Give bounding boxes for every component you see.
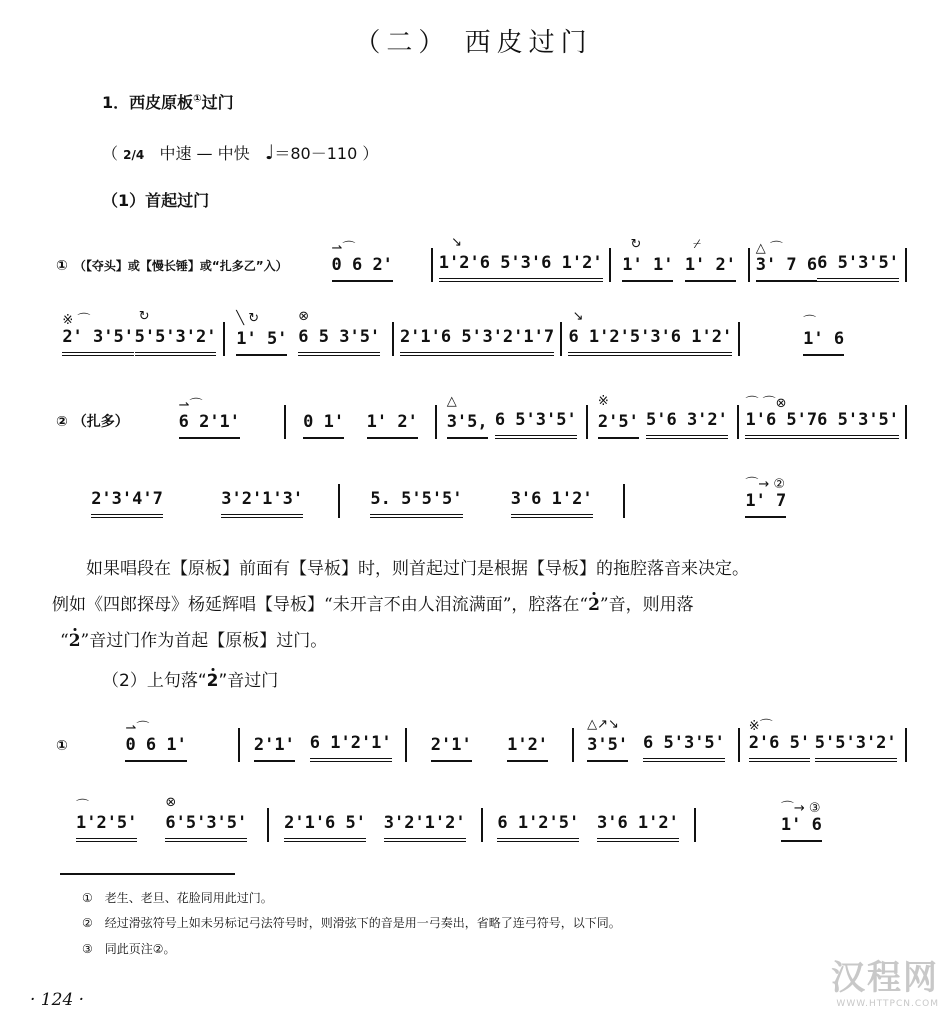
note-group [482, 327, 554, 356]
note-group [521, 253, 603, 282]
bar-line [905, 248, 907, 282]
ornament-mark: ⊗ [165, 795, 177, 810]
note-group [438, 235, 521, 282]
note-group [62, 313, 134, 356]
note-group-notes: 2'1'6 5' [399, 327, 482, 347]
note-group [400, 327, 482, 356]
note-group-notes: 6 2'1' [178, 412, 241, 432]
note-group-notes: 3' 7 6 [755, 255, 818, 275]
note-group [284, 813, 366, 842]
note-group [755, 241, 818, 282]
note-group-notes: 3'5, [446, 412, 488, 432]
tempo-text: 中速 — 中快 [159, 144, 250, 163]
text: （2）上句落“ [102, 671, 207, 691]
note-group-notes: 1'2' [507, 735, 549, 755]
note-group [367, 412, 418, 439]
subsection-heading: （1）首起过门 [102, 191, 210, 210]
note-group-notes: 1' 7 [745, 491, 787, 511]
section-heading-text: 1．西皮原板 [102, 93, 194, 112]
note-group-notes: 0 1' [303, 412, 345, 432]
note-group [370, 489, 462, 518]
note-group-notes: 3'2'1'7 [482, 327, 555, 347]
ornament-mark: ╲ ↻ [236, 311, 260, 326]
measure [294, 241, 431, 282]
ornament-mark: ⊗ [298, 309, 310, 324]
ornament-mark: ⌒ ⌒⊗ [745, 396, 787, 411]
note-group [446, 394, 488, 439]
subsection-heading-2 [102, 666, 278, 691]
footnote-3: ③ 同此页注②。 [82, 942, 176, 956]
note-group [91, 489, 163, 518]
paragraph-line-3 [60, 626, 327, 651]
footnote-2: ② 经过滑弦符号上如未另标记弓法符号时，则滑弦下的音是用一弓奏出，省略了连弓符号，以下同。 [82, 916, 621, 930]
ornament-mark: ↘ [568, 309, 584, 324]
note-group-notes: 1' 2' [684, 255, 736, 275]
note-group [650, 327, 732, 356]
text: 例如《四郎探母》杨延辉唱【导板】“未开言不由人泪流满面”，腔落在“ [52, 595, 589, 615]
note-group [587, 717, 629, 762]
note-group-notes: 1' 2' [366, 412, 418, 432]
bar-line [905, 405, 907, 439]
ornament-mark: ⇀⌒ [331, 241, 356, 256]
note-group-notes: 5'6 3'2' [646, 410, 728, 430]
text: ”音，则用落 [599, 595, 694, 615]
note-group-notes: 6 1'2'5' [497, 813, 580, 833]
measure [394, 327, 561, 356]
measure [225, 309, 392, 356]
row-label: ① [56, 258, 68, 274]
ornament-mark: ※ [597, 394, 609, 409]
ornament-mark: ⌒ [75, 799, 89, 814]
note-group [511, 489, 593, 518]
note-group-notes: 1' 6 [780, 815, 822, 835]
footnote-1: ① 老生、老旦、花脸同用此过门。 [82, 891, 273, 905]
watermark-name: 汉程网 [831, 958, 939, 998]
ornament-mark: △ ⌒ [755, 241, 783, 256]
text: ”音过门作为首起【原板】过门。 [80, 631, 328, 651]
note-group [745, 396, 818, 439]
measure [739, 396, 905, 439]
note-2-high: 2 [588, 595, 600, 615]
note-group-notes: 6'5'3'5' [165, 813, 248, 833]
measure [562, 309, 738, 356]
note-group [597, 813, 679, 842]
note-group [431, 735, 472, 762]
measure [56, 795, 267, 842]
ornament-mark: △↗↘ [587, 717, 619, 732]
measure [588, 394, 737, 439]
note-group-notes: 3'2'1'3' [221, 489, 304, 509]
note-group [815, 733, 897, 762]
note-group [780, 801, 822, 842]
measure [135, 398, 284, 439]
row-label: ② （扎多） [56, 414, 129, 430]
note-group-notes: 0 6 1' [125, 735, 187, 755]
measure [696, 801, 907, 842]
notation-row [56, 235, 907, 282]
note-group-notes: 1'2'5' [75, 813, 138, 833]
note-group-notes: 0 6 2' [331, 255, 393, 275]
watermark-logo [831, 950, 939, 1009]
note-group [643, 733, 725, 762]
measure [625, 477, 907, 518]
note-group-notes: 6 5 3'5' [298, 327, 381, 347]
ornament-mark: △ [446, 394, 457, 409]
note-group-notes: 1'2'6 5' [438, 253, 521, 273]
paragraph-line-2 [52, 590, 694, 615]
ornament-mark: ↻ [622, 237, 642, 252]
time-signature: 2/4 [123, 148, 145, 162]
quarter-note-icon: ♩ [264, 140, 275, 164]
notation-row [56, 474, 907, 518]
note-group-notes: 5'5'3'2' [134, 327, 217, 347]
note-2-high: 2 [68, 631, 81, 651]
note-group-notes: 2'6 5' [748, 733, 811, 753]
measure [740, 719, 905, 762]
note-group [331, 241, 393, 282]
note-group-notes: 6 5'3'5' [817, 253, 900, 273]
bar-line [905, 728, 907, 762]
row-label: ① [56, 738, 68, 754]
note-group-notes: 3'6 1'2' [510, 489, 593, 509]
note-group-notes: 2'1'6 5' [284, 813, 366, 833]
ornament-mark: ⌒→ ② [745, 477, 786, 492]
ornament-mark: ⌒ [803, 315, 817, 330]
note-group [597, 394, 639, 439]
text: ”音过门 [218, 671, 279, 691]
footnote-divider [60, 873, 235, 875]
note-group-notes: 6 1'2'5' [568, 327, 651, 347]
note-group-notes: 2'5' [597, 412, 639, 432]
note-group-notes: 6 5'3'5' [643, 733, 725, 753]
measure [240, 733, 405, 762]
note-group [745, 477, 787, 518]
note-group-notes: 1' 1' [622, 255, 674, 275]
note-group-notes: 2'1' [430, 735, 472, 755]
note-group [298, 309, 381, 356]
note-group-notes: 1'6 5'7 [745, 410, 818, 430]
note-group [236, 311, 288, 356]
row-intro: （【夺头】或【慢长锤】或“扎多乙”入） [73, 259, 288, 273]
note-group [646, 410, 728, 439]
measure [437, 394, 586, 439]
note-group-notes: 6 5'3'5' [817, 410, 900, 430]
ornament-mark: ※ ⌒ [62, 313, 91, 328]
note-group [495, 410, 577, 439]
measure [269, 813, 480, 842]
measure [740, 315, 907, 356]
ornament-mark: ※⌒ [748, 719, 773, 734]
paren-close: ） [362, 144, 379, 163]
section-heading [102, 90, 234, 113]
notation-row [56, 718, 907, 762]
note-group [125, 721, 187, 762]
text: “ [60, 631, 69, 651]
note-group [817, 410, 899, 439]
note-group [684, 237, 736, 282]
page-title: （二） 西皮过门 [354, 28, 593, 58]
notation-row [56, 795, 907, 842]
footnote-ref: ① [193, 93, 202, 105]
note-group [622, 237, 674, 282]
note-group [803, 315, 845, 356]
notation-row [56, 309, 907, 356]
note-group [221, 489, 303, 518]
ornament-mark: ⇀⌒ [125, 721, 150, 736]
note-group [817, 253, 899, 282]
note-group [310, 733, 392, 762]
measure [433, 235, 609, 282]
measure [286, 412, 435, 439]
note-group-notes: 2'1' [253, 735, 295, 755]
note-group [568, 309, 651, 356]
note-group [507, 735, 548, 762]
note-group-notes: 3'6 1'2' [520, 253, 603, 273]
ornament-mark: ↻ [134, 309, 150, 324]
tempo-bpm: ＝80－110 [274, 144, 358, 163]
note-group-notes: 1' 6 [803, 329, 845, 349]
note-group-notes: 6 5'3'5' [494, 410, 577, 430]
note-group-notes: 3'2'1'2' [383, 813, 466, 833]
note-group [134, 309, 217, 356]
note-group-notes: 2'3'4'7 [91, 489, 163, 509]
measure [74, 721, 239, 762]
note-group-notes: 2' 3'5' [62, 327, 134, 347]
note-group [384, 813, 466, 842]
note-group [497, 813, 579, 842]
note-group-notes: 3'6 1'2' [596, 813, 679, 833]
note-group-notes: 3'6 1'2' [650, 327, 733, 347]
ornament-mark: ⌒→ ③ [780, 801, 821, 816]
note-group-notes: 6 1'2'1' [309, 733, 392, 753]
tempo-marking [102, 140, 378, 164]
ornament-mark: ⌿ [684, 237, 701, 252]
note-group [748, 719, 811, 762]
note-group [303, 412, 344, 439]
measure [750, 241, 905, 282]
note-group [165, 795, 248, 842]
ornament-mark: ↘ [438, 235, 463, 250]
note-group-notes: 1' 5' [236, 329, 288, 349]
watermark-url: WWW.HTTPCN.COM [836, 999, 939, 1009]
paren-open: （ [102, 144, 119, 163]
ornament-mark: ⇀⌒ [178, 398, 203, 413]
note-group-notes: 5. 5'5'5' [370, 489, 463, 509]
note-group-notes: 3'5' [587, 735, 629, 755]
measure [56, 309, 223, 356]
note-2-high: 2 [206, 671, 219, 691]
note-group-notes: 5'5'3'2' [814, 733, 897, 753]
paragraph-line-1: 如果唱段在【原板】前面有【导板】时，则首起过门是根据【导板】的拖腔落音来决定。 [86, 559, 749, 579]
measure [407, 735, 572, 762]
measure [611, 237, 748, 282]
section-heading-tail: 过门 [201, 93, 234, 112]
measure [56, 489, 338, 518]
notation-row [56, 395, 907, 439]
measure [574, 717, 739, 762]
note-group [75, 799, 138, 842]
measure [483, 813, 694, 842]
note-group [254, 735, 295, 762]
page-number: · 124 · [30, 990, 85, 1010]
measure [340, 489, 622, 518]
note-group [178, 398, 241, 439]
